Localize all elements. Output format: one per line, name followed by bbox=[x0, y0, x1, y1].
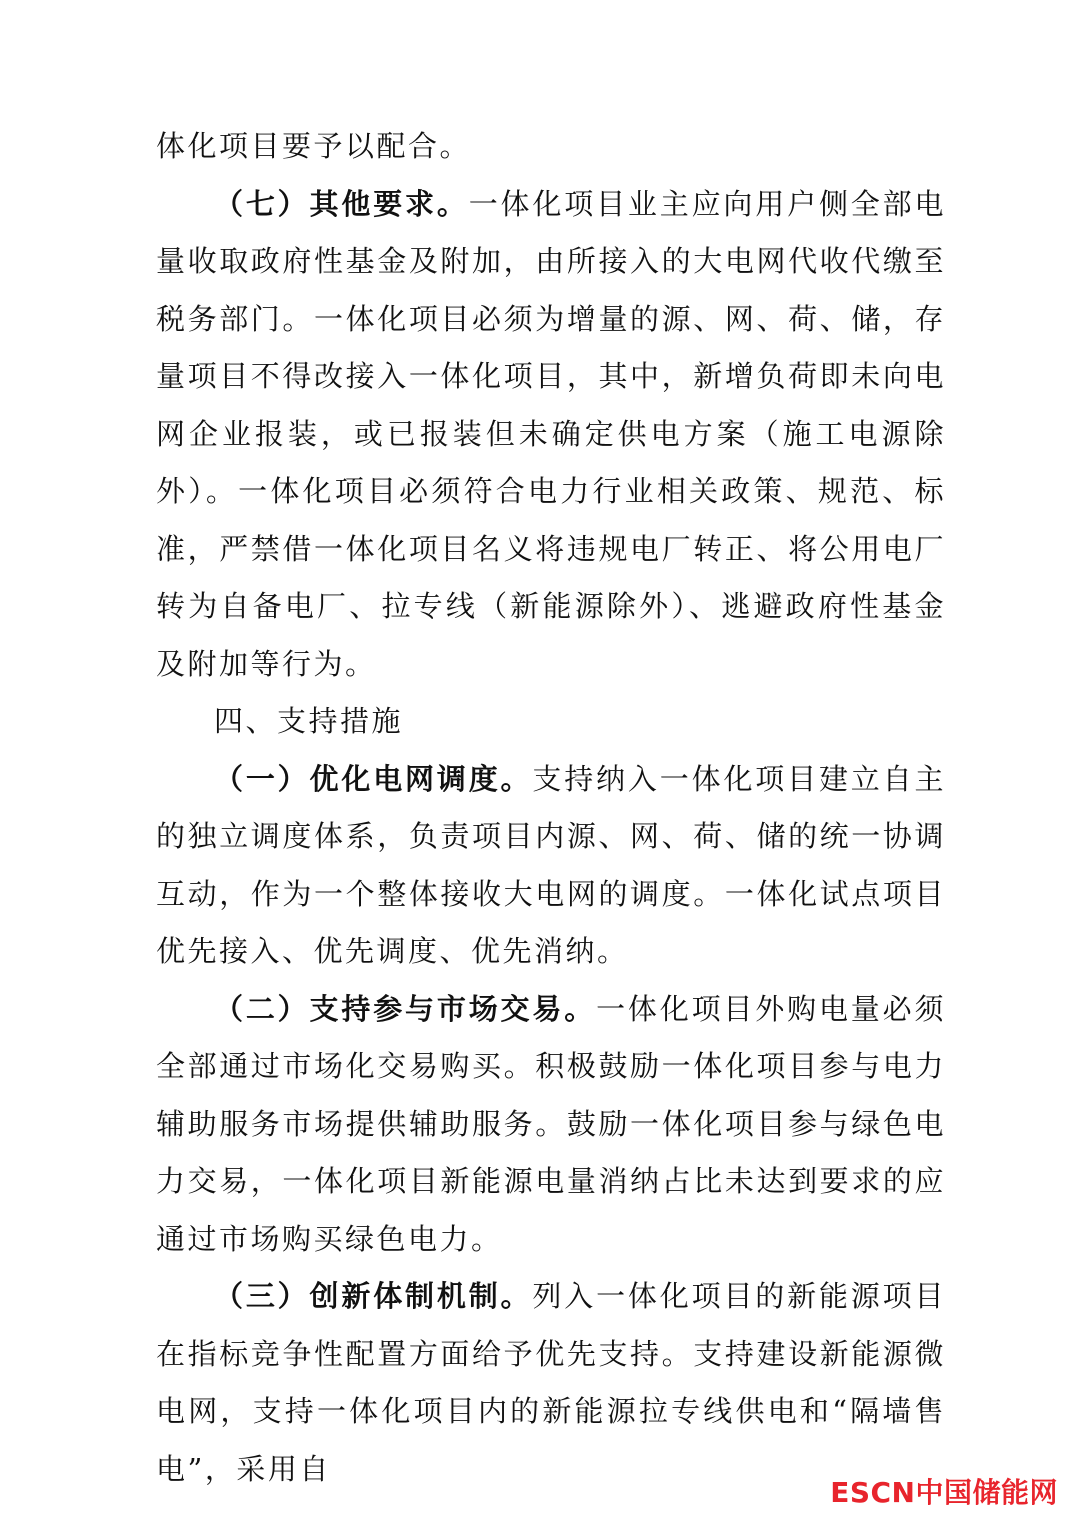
paragraph-market-trading bbox=[156, 981, 946, 1269]
paragraph-body: 一体化项目业主应向用户侧全部电量收取政府性基金及附加，由所接入的大电网代收代缴至税务部门。一体化项目必须为增量的源、网、荷、储，存量项目不得改接入一体化项目，其中，新增负荷即未向电网企业报装，或已报装但未确定供电方案（施工电源除外）。一体化项目必须符合电力行业相关政策、规范、标准，严禁借一体化项目名义将违规电厂转正、将公用电厂转为自备电厂、拉专线（新能源除外）、逃避政府性基金及附加等行为。 bbox=[156, 186, 946, 681]
paragraph-heading: （二）支持参与市场交易。 bbox=[214, 991, 597, 1026]
paragraph-continuation bbox=[156, 118, 946, 176]
escn-watermark-logo: ESCN中国储能网 bbox=[830, 1476, 1058, 1509]
document-body bbox=[156, 118, 946, 1498]
paragraph-institutional-innovation bbox=[156, 1268, 946, 1498]
paragraph-body: 体化项目要予以配合。 bbox=[156, 129, 472, 163]
paragraph-heading: （三）创新体制机制。 bbox=[214, 1279, 533, 1313]
section-heading: 四、支持措施 bbox=[214, 704, 404, 738]
paragraph-grid-dispatch bbox=[156, 751, 946, 981]
paragraph-heading: （七）其他要求。 bbox=[214, 186, 469, 221]
paragraph-body: 列入一体化项目的新能源项目在指标竞争性配置方面给予优先支持。支持建设新能源微电网，支持一体化项目内的新能源拉专线供电和“隔墙售电”，采用自 bbox=[156, 1279, 946, 1486]
paragraph-other-requirements bbox=[156, 176, 946, 694]
paragraph-body: 一体化项目外购电量必须全部通过市场化交易购买。积极鼓励一体化项目参与电力辅助服务市场提供辅助服务。鼓励一体化项目参与绿色电力交易，一体化项目新能源电量消纳占比未达到要求的应通过市场购买绿色电力。 bbox=[156, 991, 946, 1256]
paragraph-body: 支持纳入一体化项目建立自主的独立调度体系，负责项目内源、网、荷、储的统一协调互动，作为一个整体接收大电网的调度。一体化试点项目优先接入、优先调度、优先消纳。 bbox=[156, 761, 946, 968]
paragraph-heading: （一）优化电网调度。 bbox=[214, 761, 533, 796]
